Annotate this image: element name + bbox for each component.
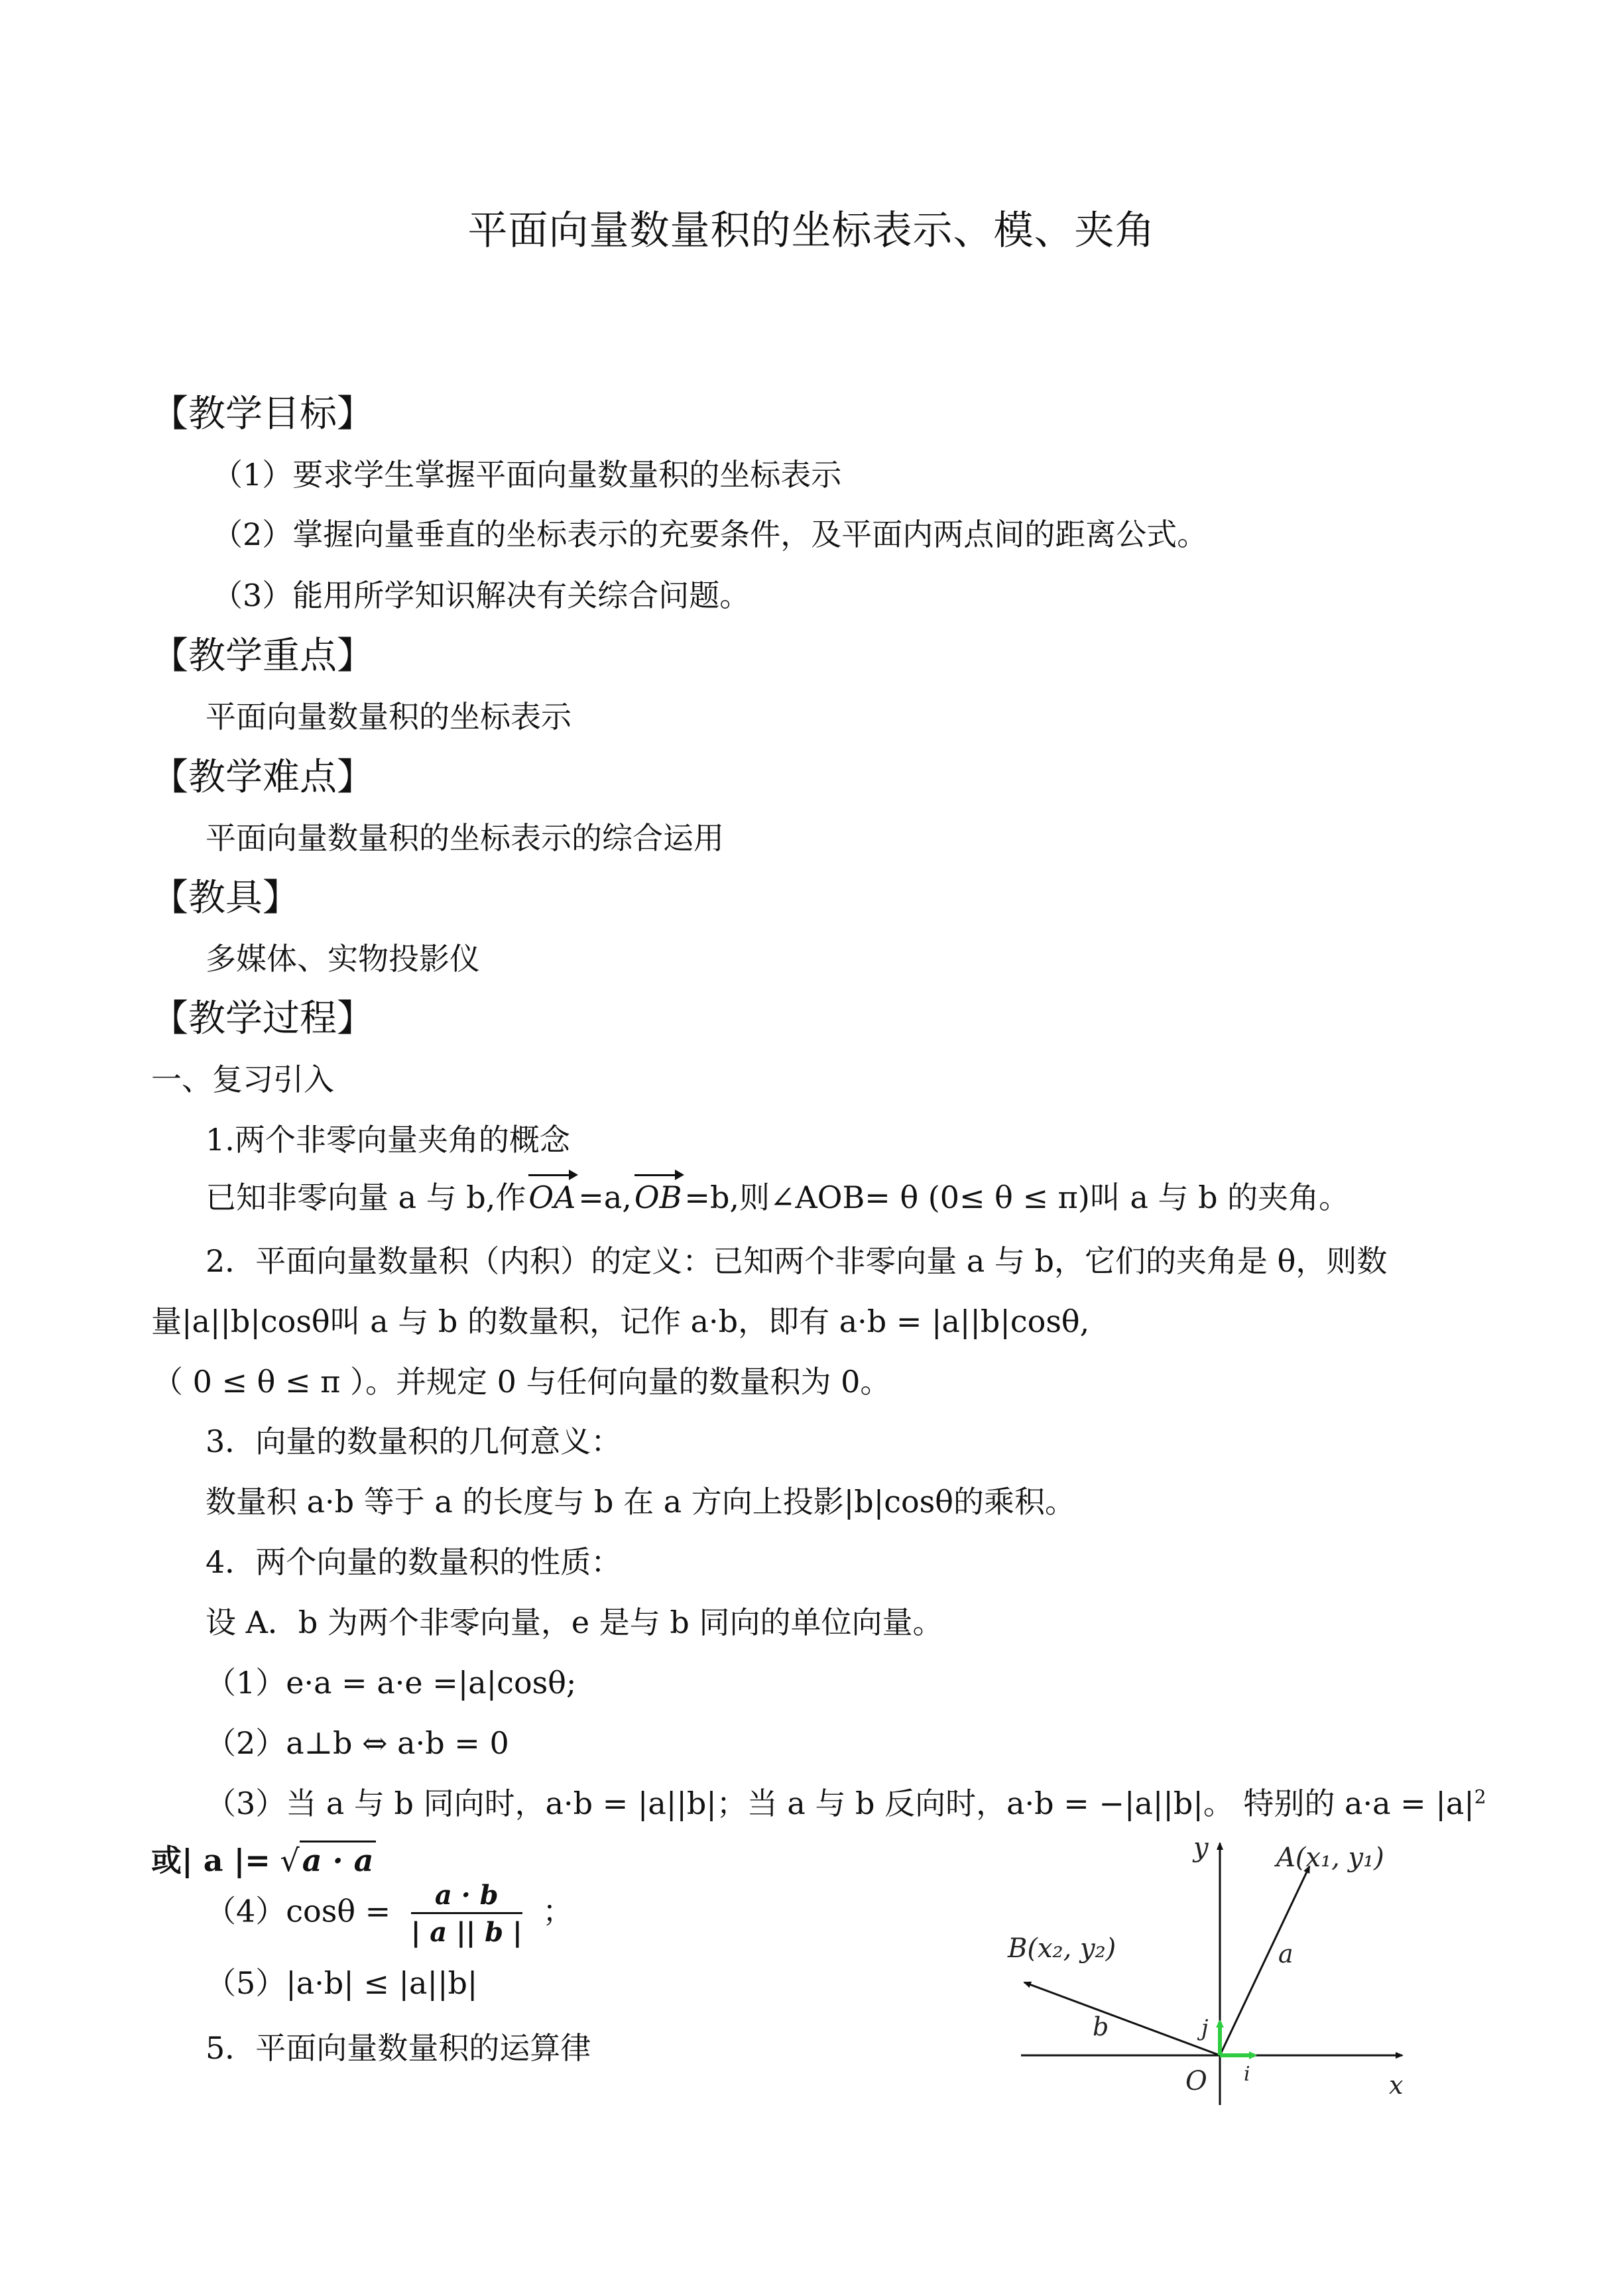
vector-diagram <box>994 1830 1419 2115</box>
process-heading: 【教学过程】 <box>151 997 374 1040</box>
item1-text-c: =b,则∠AOB= θ (0≤ θ ≤ π)叫 a 与 b 的夹角。 <box>684 1179 1350 1215</box>
item2-line1: 2．平面向量数量积（内积）的定义：已知两个非零向量 a 与 b，它们的夹角是 θ，则数 <box>206 1243 1388 1279</box>
item1-text <box>206 1174 1349 1217</box>
property-4-text: （4）cosθ = <box>206 1893 391 1929</box>
part1-heading: 一、复习引入 <box>151 1061 334 1097</box>
fraction-numerator: a · b <box>411 1880 522 1914</box>
origin-label: O <box>1185 2066 1207 2096</box>
tools-text: 多媒体、实物投影仪 <box>206 941 480 977</box>
item5-title: 5．平面向量数量积的运算律 <box>206 2030 591 2066</box>
goals-heading: 【教学目标】 <box>151 393 374 436</box>
vector-oa: OA <box>528 1174 575 1215</box>
goal-item: （3）能用所学知识解决有关综合问题。 <box>212 577 751 613</box>
vector-b-arrow <box>1024 1982 1220 2055</box>
page-title: 平面向量数量积的坐标表示、模、夹角 <box>467 208 1156 254</box>
x-axis-label: x <box>1389 2071 1404 2100</box>
item2-line3: （ 0 ≤ θ ≤ π ）。并规定 0 与任何向量的数量积为 0。 <box>152 1364 891 1400</box>
unit-i-label: i <box>1244 2063 1250 2086</box>
point-b-label: B(x₂, y₂) <box>1008 1933 1116 1964</box>
item1-text-a: 已知非零向量 a 与 b,作 <box>206 1179 526 1215</box>
item1-title: 1.两个非零向量夹角的概念 <box>206 1122 570 1158</box>
difficulty-heading: 【教学难点】 <box>151 756 374 799</box>
property-3 <box>206 1780 1486 1823</box>
property-5: （5）|a·b| ≤ |a||b| <box>206 1965 478 2001</box>
key-text: 平面向量数量积的坐标表示 <box>206 699 571 735</box>
vector-a-label: a <box>1278 1939 1293 1968</box>
property-1: （1）e·a = a·e =|a|cosθ; <box>206 1665 577 1701</box>
item2-line2: 量|a||b|cosθ叫 a 与 b 的数量积，记作 a·b，即有 a·b = |a||b|cosθ, <box>151 1303 1090 1339</box>
property-2: （2）a⊥b ⇔ a·b = 0 <box>206 1725 509 1761</box>
fraction-denominator: | a || b | <box>410 1917 522 1948</box>
unit-j-label: j <box>1201 2015 1209 2041</box>
difficulty-text: 平面向量数量积的坐标表示的综合运用 <box>206 820 724 856</box>
superscript-2: 2 <box>1474 1785 1486 1808</box>
property-3-cont <box>151 1837 376 1880</box>
item4-title: 4．两个向量的数量积的性质： <box>206 1544 622 1580</box>
cos-fraction <box>411 1880 522 1948</box>
vector-a-arrow <box>1220 1866 1309 2055</box>
item3-title: 3．向量的数量积的几何意义： <box>206 1423 622 1459</box>
sqrt-expression: √a · a <box>280 1841 376 1878</box>
tools-heading: 【教具】 <box>151 876 300 920</box>
goal-item: （1）要求学生掌握平面向量数量积的坐标表示 <box>212 457 842 493</box>
item4-text: 设 A．b 为两个非零向量，e 是与 b 同向的单位向量。 <box>206 1604 943 1640</box>
norm-label: 或| a |= <box>151 1843 270 1878</box>
vector-ob: OB <box>634 1174 682 1215</box>
point-a-label: A(x₁, y₁) <box>1276 1843 1384 1873</box>
goal-item: （2）掌握向量垂直的坐标表示的充要条件，及平面内两点间的距离公式。 <box>212 516 1208 552</box>
item1-text-b: =a, <box>578 1179 632 1215</box>
y-axis-label: y <box>1193 1833 1209 1863</box>
item3-text: 数量积 a·b 等于 a 的长度与 b 在 a 方向上投影|b|cosθ的乘积。 <box>206 1484 1075 1520</box>
property-3-text: （3）当 a 与 b 同向时，a·b = |a||b|；当 a 与 b 反向时，a·b = −|a||b|。 特别的 a·a = |a| <box>206 1785 1474 1821</box>
property-4-end: ； <box>542 1893 573 1929</box>
vector-b-label: b <box>1093 2012 1109 2041</box>
sqrt-radicand: a · a <box>300 1841 377 1878</box>
key-heading: 【教学重点】 <box>151 634 374 678</box>
property-4 <box>206 1880 573 1948</box>
